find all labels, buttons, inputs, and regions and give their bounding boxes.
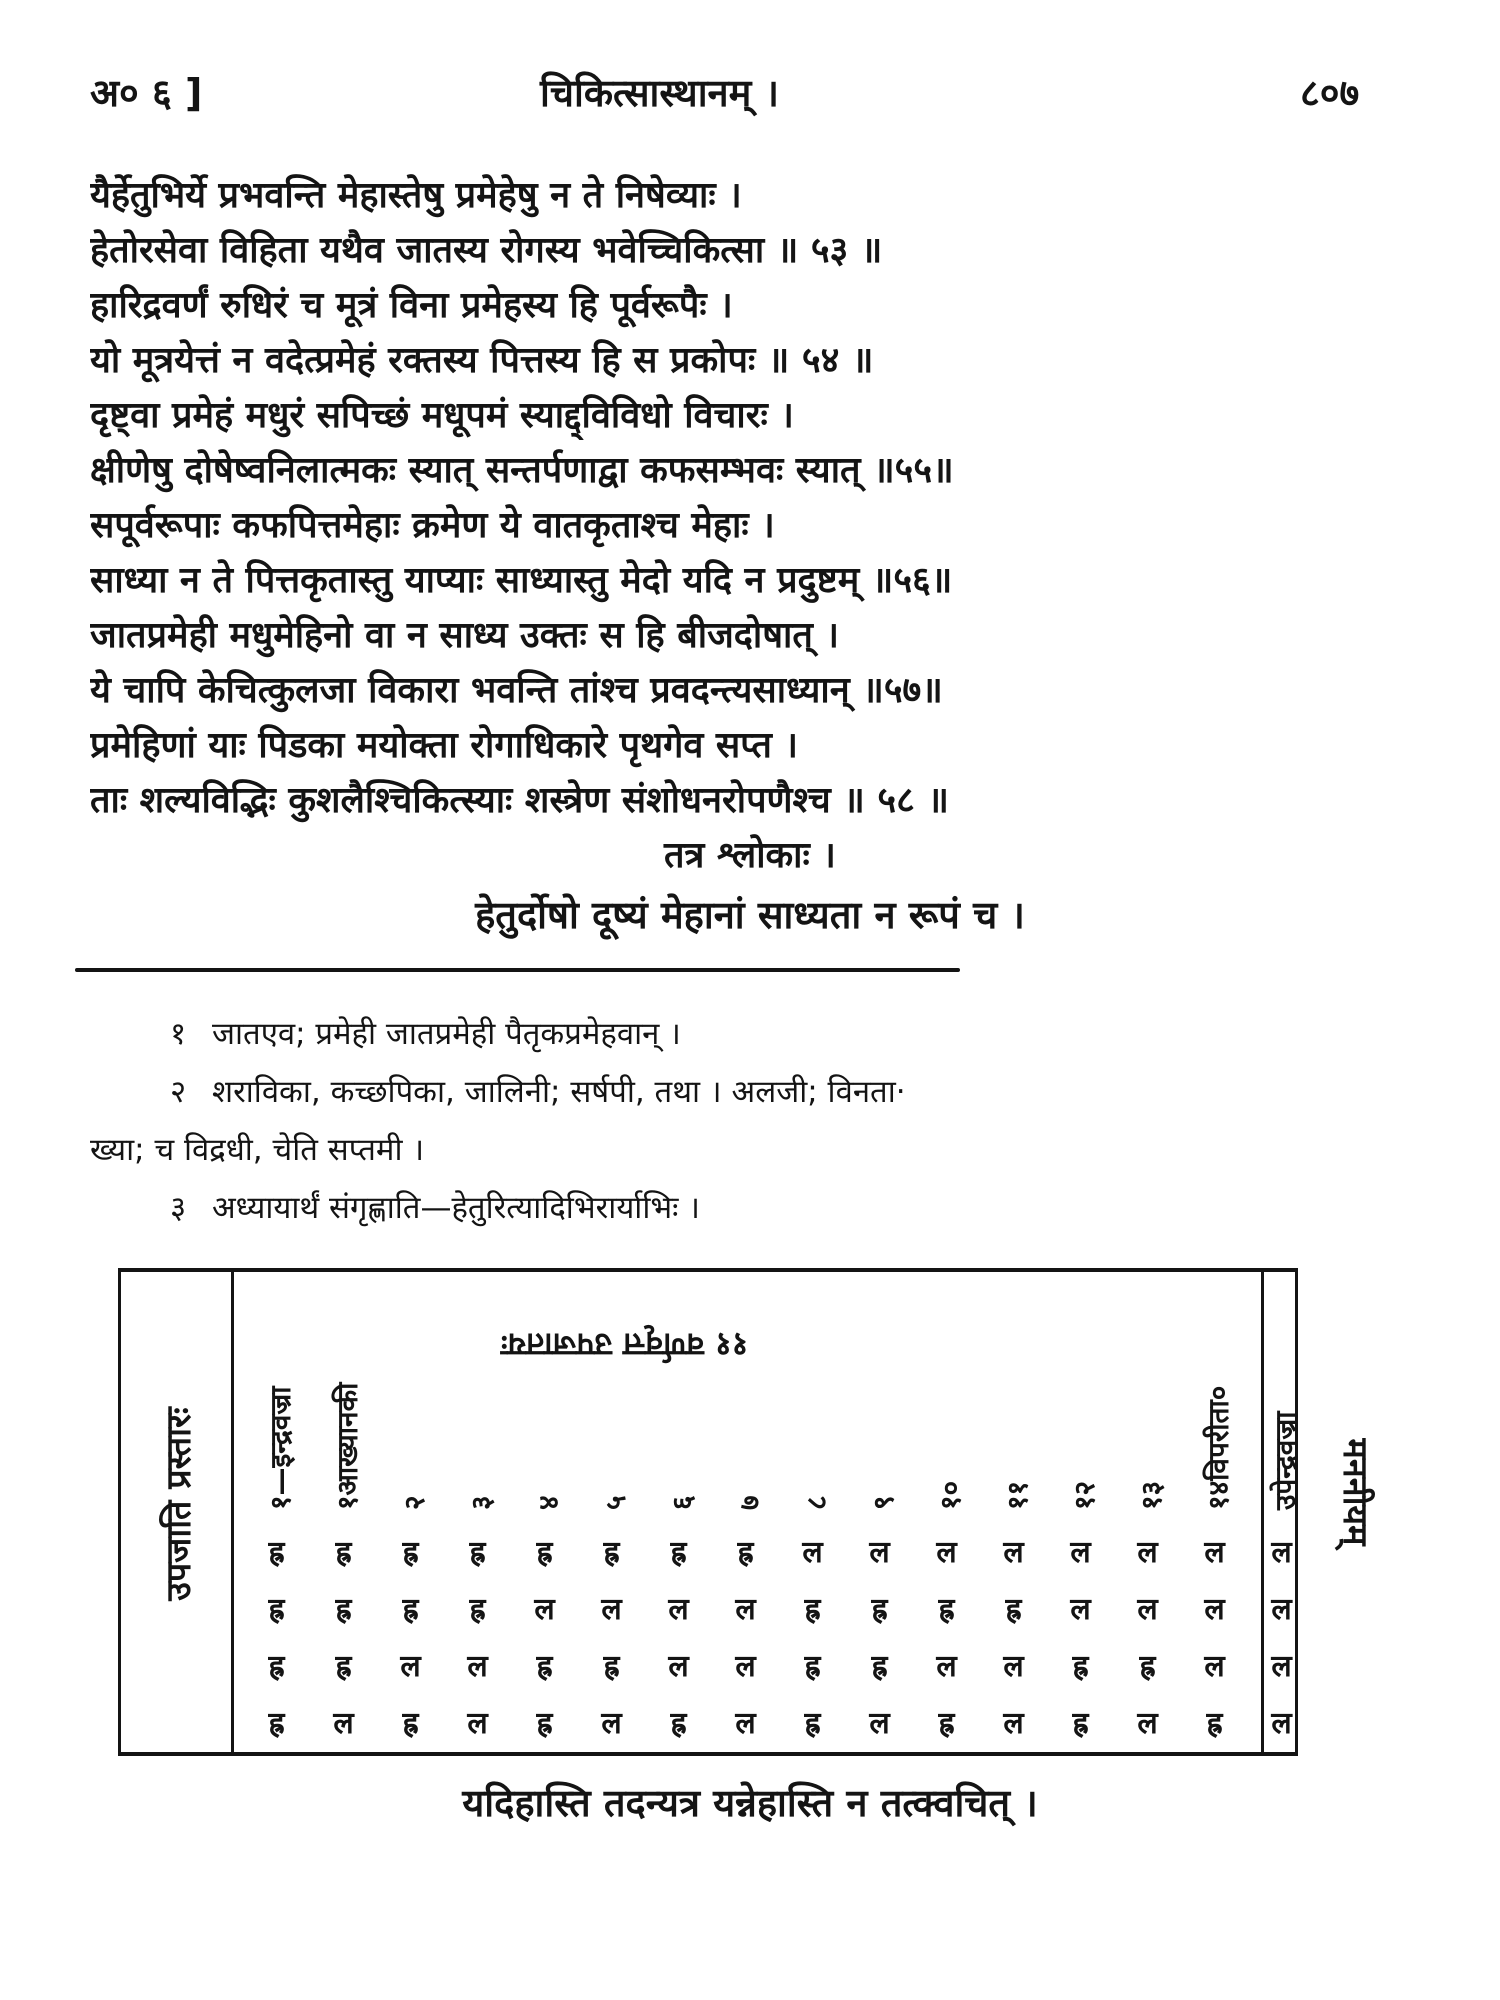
pattern-cell: ह्र	[804, 1649, 821, 1684]
pattern-cell: ल	[1070, 1592, 1091, 1627]
verse-line: हारिद्रवर्णं रुधिरं च मूत्रं विना प्रमेहस्य हि पूर्वरूपैः ।	[90, 285, 733, 326]
pattern-cell: ल	[400, 1649, 421, 1684]
closing-verse: यदिहास्ति तदन्यत्र यन्नेहास्ति न तत्क्वचित् ।	[462, 1781, 1038, 1825]
table-right-label: मननीयम्	[1335, 1438, 1375, 1546]
pattern-cell: ह्र	[402, 1592, 419, 1627]
pattern-cell: ह्र	[737, 1535, 754, 1570]
pattern-cell: ल	[936, 1535, 957, 1570]
footnote-text: अध्यायार्थं संगृह्णाति—हेतुरित्यादिभिरार्याभिः ।	[212, 1190, 701, 1226]
verse-line: सपूर्वरूपाः कफपित्तमेहाः क्रमेण ये वातकृताश्च मेहाः ।	[90, 505, 775, 546]
footnote-continuation	[90, 1128, 424, 1172]
chapter-marker: अ० ६ ]	[90, 71, 203, 115]
pattern-cell: ल	[869, 1535, 890, 1570]
pattern-cell: ल	[601, 1706, 622, 1741]
pattern-cell: ह्र	[335, 1649, 352, 1684]
column-caption: ७	[733, 1495, 766, 1510]
verse-line: जातप्रमेही मधुमेहिनो वा न साध्य उक्तः स हि बीजदोषात् ।	[90, 615, 840, 656]
column-caption: ६	[666, 1495, 699, 1510]
verse-line: ये चापि केचित्कुलजा विकारा भवन्ति तांश्च प्रवदन्त्यसाध्यान् ॥५७॥	[90, 670, 943, 711]
pattern-cell: ह्र	[402, 1535, 419, 1570]
footnote-number: २	[170, 1074, 187, 1110]
pattern-cell: ह्र	[268, 1649, 285, 1684]
pattern-cell: ह्र	[1072, 1649, 1089, 1684]
column-caption: १आख्यानकी	[331, 1382, 364, 1510]
pattern-cell: ह्र	[804, 1592, 821, 1627]
pattern-cell: ल	[1271, 1706, 1292, 1741]
pattern-cell: ह्र	[536, 1535, 553, 1570]
running-title: चिकित्सास्थानम् ।	[540, 71, 779, 115]
pattern-cell: ह्र	[603, 1535, 620, 1570]
pattern-row	[243, 1701, 1315, 1742]
pattern-cell: ह्र	[1206, 1706, 1223, 1741]
tantra-heading: तत्र श्लोकाः ।	[664, 835, 836, 876]
pattern-row	[243, 1587, 1315, 1628]
pattern-row	[243, 1530, 1315, 1571]
pattern-cell: ह्र	[938, 1592, 955, 1627]
column-caption: १०	[934, 1480, 967, 1510]
pattern-row	[243, 1644, 1315, 1685]
pattern-cell: ह्र	[536, 1706, 553, 1741]
pattern-cell: ह्र	[871, 1592, 888, 1627]
upajati-pattern-table	[118, 1268, 1302, 1756]
footnote	[170, 1070, 906, 1114]
column-caption: १—इन्द्रवज्रा	[264, 1386, 297, 1510]
column-caption: ३	[465, 1495, 498, 1510]
verse-line: यैर्हेतुभिर्ये प्रभवन्ति मेहास्तेषु प्रमेहेषु न ते निषेव्याः ।	[90, 175, 742, 216]
column-caption: उपेन्द्रवज्रा	[1269, 1411, 1302, 1510]
pattern-cell: ह्र	[402, 1706, 419, 1741]
footnote	[170, 1012, 681, 1056]
pattern-cell: ह्र	[1072, 1706, 1089, 1741]
verse-line: साध्या न ते पित्तकृतास्तु याप्याः साध्यास्तु मेदो यदि न प्रदुष्टम् ॥५६॥	[90, 560, 953, 601]
column-caption: ९	[867, 1495, 900, 1510]
pattern-cell: ल	[668, 1649, 689, 1684]
pattern-cell: ल	[1003, 1535, 1024, 1570]
table-title: ११ वर्णवृत्त उपजातयः	[501, 1326, 749, 1364]
pattern-cell: ल	[668, 1592, 689, 1627]
pattern-cell: ल	[467, 1706, 488, 1741]
column-caption: ५	[599, 1495, 632, 1510]
pattern-cell: ल	[333, 1706, 354, 1741]
footnote-text: ख्या; च विद्रधी, चेति सप्तमी ।	[90, 1132, 425, 1168]
verse-line: प्रमेहिणां याः पिडका मयोक्ता रोगाधिकारे पृथगेव सप्त ।	[90, 725, 799, 766]
column-caption: १४विपरीता०	[1202, 1385, 1235, 1510]
pattern-cell: ल	[1271, 1535, 1292, 1570]
column-caption: १२	[1068, 1480, 1101, 1510]
pattern-cell: ह्र	[268, 1706, 285, 1741]
pattern-cell: ल	[735, 1592, 756, 1627]
table-left-label: उपजाति प्रस्तारः	[159, 1407, 199, 1601]
column-caption: ११	[1001, 1480, 1034, 1510]
pattern-cell: ल	[1137, 1706, 1158, 1741]
footnote-text: शराविका, कच्छपिका, जालिनी; सर्षपी, तथा । अलजी; विनता·	[212, 1074, 906, 1110]
column-caption: १३	[1135, 1480, 1168, 1510]
footnote	[170, 1186, 700, 1230]
pattern-cell: ल	[467, 1649, 488, 1684]
verse-line: दृष्ट्वा प्रमेहं मधुरं सपिच्छं मधूपमं स्याद्द्विविधो विचारः ।	[90, 395, 794, 436]
pattern-cell: ह्र	[804, 1706, 821, 1741]
pattern-cell: ल	[1271, 1592, 1292, 1627]
pattern-cell: ह्र	[938, 1706, 955, 1741]
footnote-number: १	[170, 1016, 187, 1052]
pattern-cell: ल	[936, 1649, 957, 1684]
pattern-cell: ह्र	[268, 1592, 285, 1627]
pattern-cell: ल	[1204, 1649, 1225, 1684]
pattern-cell: ह्र	[268, 1535, 285, 1570]
pattern-cell: ह्र	[603, 1649, 620, 1684]
pattern-cell: ह्र	[469, 1535, 486, 1570]
footnote-text: जातएव; प्रमेही जातप्रमेही पैतृकप्रमेहवान् ।	[212, 1016, 681, 1052]
pattern-cell: ह्र	[1139, 1649, 1156, 1684]
pattern-cell: ल	[802, 1535, 823, 1570]
pattern-cell: ल	[869, 1706, 890, 1741]
pattern-cell: ह्र	[335, 1592, 352, 1627]
pattern-cell: ल	[601, 1592, 622, 1627]
pattern-cell: ल	[1070, 1535, 1091, 1570]
verse-line: क्षीणेषु दोषेष्वनिलात्मकः स्यात् सन्तर्पणाद्वा कफसम्भवः स्यात् ॥५५॥	[90, 450, 954, 491]
footnote-rule	[75, 968, 960, 972]
pattern-cell: ह्र	[469, 1592, 486, 1627]
pattern-cell: ल	[1271, 1649, 1292, 1684]
verse-line: हेतोरसेवा विहिता यथैव जातस्य रोगस्य भवेच्चिकित्सा ॥ ५३ ॥	[90, 230, 883, 271]
page-number: ८०७	[1300, 71, 1360, 115]
column-caption: २	[398, 1495, 431, 1510]
verse-line: यो मूत्रयेत्तं न वदेत्प्रमेहं रक्तस्य पित्तस्य हि स प्रकोपः ॥ ५४ ॥	[90, 340, 874, 381]
pattern-cell: ल	[1003, 1706, 1024, 1741]
pattern-cell: ह्र	[536, 1649, 553, 1684]
pattern-cell: ह्र	[871, 1649, 888, 1684]
column-caption: ८	[800, 1495, 833, 1510]
pattern-cell: ल	[1204, 1535, 1225, 1570]
pattern-cell: ल	[1137, 1592, 1158, 1627]
pattern-cell: ल	[1204, 1592, 1225, 1627]
pattern-cell: ल	[1137, 1535, 1158, 1570]
pattern-cell: ल	[534, 1592, 555, 1627]
table-left-divider	[231, 1272, 234, 1752]
pattern-cell: ह्र	[335, 1535, 352, 1570]
pattern-cell: ह्र	[670, 1706, 687, 1741]
summary-verse: हेतुर्दोषो दूष्यं मेहानां साध्यता न रूपं च ।	[475, 893, 1025, 937]
pattern-cell: ह्र	[670, 1535, 687, 1570]
verse-line: ताः शल्यविद्भिः कुशलैश्चिकित्स्याः शस्त्रेण संशोधनरोपणैश्च ॥ ५८ ॥	[90, 780, 949, 821]
pattern-cell: ल	[735, 1649, 756, 1684]
pattern-cell: ह्र	[1005, 1592, 1022, 1627]
pattern-cell: ल	[1003, 1649, 1024, 1684]
footnote-number: ३	[170, 1190, 187, 1226]
pattern-cell: ल	[735, 1706, 756, 1741]
column-caption: ४	[532, 1495, 565, 1510]
